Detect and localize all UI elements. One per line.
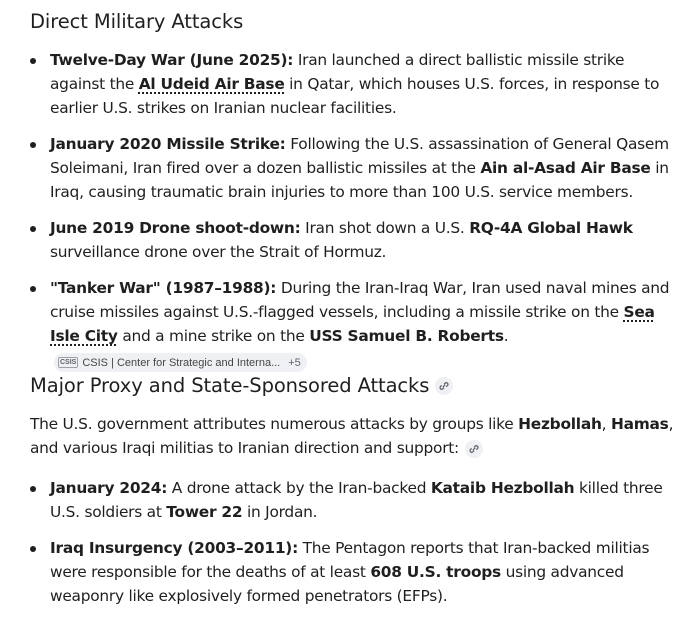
item-emphasis: RQ-4A Global Hawk <box>469 219 633 237</box>
section-heading-direct-military-attacks <box>30 9 243 35</box>
citation-label: CSIS | Center for Strategic and Interna... <box>82 356 281 369</box>
item-text: killed three U.S. soldiers at <box>50 479 663 521</box>
item-title: "Tanker War" (1987–1988): <box>50 279 277 297</box>
item-text: Following the U.S. assassination of General Qasem Soleimani, Iran fired over a dozen ballistic missiles at the <box>50 135 669 177</box>
item-title: Twelve-Day War (June 2025): <box>50 51 294 69</box>
list-item <box>30 536 680 608</box>
section-heading-proxy-attacks <box>30 373 453 399</box>
item-text: Iran launched a direct ballistic missile strike against the <box>50 51 625 93</box>
item-text: surveillance drone over the Strait of Hormuz. <box>50 243 387 261</box>
source-citation-chip[interactable] <box>54 353 307 372</box>
item-text: in Jordan. <box>242 503 318 521</box>
item-text: using advanced weaponry like explosively formed penetrators (EFPs). <box>50 563 624 605</box>
item-text: During the Iran-Iraq War, Iran used naval mines and cruise missiles against U.S.-flagged vessels, including a missile strike on the <box>50 279 670 321</box>
item-text: Iran shot down a U.S. <box>300 219 470 237</box>
direct-attacks-list <box>30 48 680 384</box>
item-emphasis: Tower 22 <box>166 503 243 521</box>
item-text: in Qatar, which houses U.S. forces, in response to earlier U.S. strikes on Iranian nuclear facilities. <box>50 75 660 117</box>
item-title: January 2024: <box>50 479 168 497</box>
proxy-attacks-list <box>30 476 680 620</box>
item-title: January 2020 Missile Strike: <box>50 135 286 153</box>
item-text: and a mine strike on the <box>117 327 310 345</box>
item-text: . <box>503 327 509 345</box>
al-udeid-link[interactable]: Al Udeid Air Base <box>138 75 285 93</box>
csis-logo-icon: CSIS <box>60 359 77 366</box>
item-text: A drone attack by the Iran-backed <box>167 479 431 497</box>
heading-text: Direct Military Attacks <box>30 10 244 33</box>
link-chain-icon[interactable] <box>465 440 483 458</box>
intro-text: The U.S. government attributes numerous attacks by groups like <box>30 415 519 433</box>
item-text: in Iraq, causing traumatic brain injuries to more than 100 U.S. service members. <box>50 159 669 201</box>
intro-emphasis: Hamas <box>610 415 669 433</box>
citation-more-count: +5 <box>288 356 301 369</box>
list-item <box>30 476 680 524</box>
heading-text: Major Proxy and State-Sponsored Attacks <box>30 374 430 397</box>
item-text: The Pentagon reports that Iran-backed militias were responsible for the deaths of at least <box>50 539 650 581</box>
item-title: Iraq Insurgency (2003–2011): <box>50 539 298 557</box>
list-item <box>30 132 680 204</box>
list-item <box>30 216 680 264</box>
item-emphasis: 608 U.S. troops <box>370 563 501 581</box>
item-emphasis: Kataib Hezbollah <box>430 479 575 497</box>
item-title: June 2019 Drone shoot-down: <box>50 219 301 237</box>
sea-isle-city-link[interactable]: Sea Isle City <box>50 303 655 345</box>
link-chain-icon[interactable] <box>435 377 453 395</box>
list-item <box>30 48 680 120</box>
intro-text: , and various Iraqi militias to Iranian direction and support: <box>30 415 674 457</box>
item-emphasis: USS Samuel B. Roberts <box>309 327 504 345</box>
intro-emphasis: Hezbollah <box>518 415 602 433</box>
list-item <box>30 276 680 372</box>
proxy-intro-paragraph <box>30 412 680 460</box>
item-emphasis: Ain al-Asad Air Base <box>480 159 651 177</box>
intro-text: , <box>601 415 611 433</box>
